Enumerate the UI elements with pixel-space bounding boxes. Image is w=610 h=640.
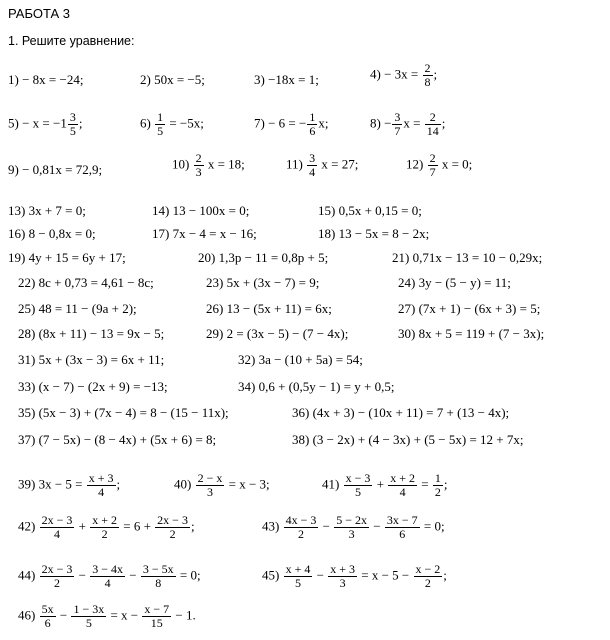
equation-6: [140, 111, 204, 138]
denominator: 3: [339, 576, 346, 590]
equation-4: [370, 62, 437, 89]
equation-7-lhs: 7) − 6 = −: [254, 115, 307, 131]
equation-28: 28) (8x + 11) − 13 = 9x − 5;: [18, 326, 165, 341]
equation-2: 2) 50x = −5;: [140, 72, 205, 87]
denominator: 4: [53, 527, 60, 541]
equation-41-op: +: [376, 476, 384, 492]
equation-10-fraction: [194, 152, 204, 179]
denominator: 7: [394, 124, 401, 138]
denominator: 6: [399, 527, 406, 541]
equation-44-rhs: = 0;: [179, 567, 201, 583]
equation-10-num: 10): [172, 156, 190, 172]
denominator: 3: [195, 165, 202, 179]
numerator: x + 4: [285, 562, 311, 576]
numerator: 2: [429, 151, 436, 165]
equation-8-end: ;: [441, 115, 446, 131]
equation-44: [18, 563, 201, 590]
equation-18: 18) 13 − 5x = 8 − 2x;: [318, 226, 430, 241]
equation-43-fraction-2: [334, 514, 369, 541]
numerator: 2: [425, 111, 441, 125]
equation-22: 22) 8c + 0,73 = 4,61 − 8c;: [18, 275, 154, 290]
denominator: 5: [85, 616, 92, 630]
equation-45-fraction-3: [414, 563, 443, 590]
equation-25: 25) 48 = 11 − (9a + 2);: [18, 301, 137, 316]
numerator: 2x − 3: [41, 513, 73, 527]
equation-41-eq: =: [421, 476, 429, 492]
denominator: 4: [104, 576, 111, 590]
numerator: x − 7: [144, 602, 170, 616]
equation-42-eq: = 6 +: [123, 518, 151, 534]
equation-44-fraction-2: [90, 563, 125, 590]
equation-33: 33) (x − 7) − (2x + 9) = −13;: [18, 379, 168, 394]
denominator: 2: [169, 527, 176, 541]
denominator: 2: [53, 576, 60, 590]
denominator: 5: [354, 485, 361, 499]
denominator: 3: [348, 527, 355, 541]
equation-40-fraction: [196, 472, 225, 499]
equation-46-eq: = x −: [110, 607, 139, 623]
equation-14: 14) 13 − 100x = 0;: [152, 203, 250, 218]
equation-41: [322, 472, 447, 499]
equation-24: 24) 3y − (5 − y) = 11;: [398, 275, 511, 290]
numerator: 4x − 3: [285, 513, 317, 527]
equation-46-end: − 1.: [175, 607, 196, 623]
equation-45-num: 45): [262, 567, 280, 583]
numerator: x + 3: [330, 562, 355, 576]
denominator: 2: [101, 527, 108, 541]
equation-4-lhs: 4) − 3x =: [370, 66, 419, 82]
equation-46-num: 46): [18, 607, 36, 623]
equation-43: [262, 514, 445, 541]
equation-5: [8, 111, 82, 138]
equation-41-end: ;: [443, 476, 448, 492]
equation-23: 23) 5x + (3x − 7) = 9;: [206, 275, 320, 290]
equation-44-op-2: −: [129, 567, 137, 583]
equation-44-num: 44): [18, 567, 36, 583]
equation-17: 17) 7x − 4 = x − 16;: [152, 226, 257, 241]
task-heading: 1. Решите уравнение:: [8, 34, 135, 48]
equation-34: 34) 0,6 + (0,5y − 1) = y + 0,5;: [238, 379, 395, 394]
equation-45-op: −: [316, 567, 324, 583]
numerator: 5 − 2x: [336, 513, 367, 527]
denominator: 2: [434, 485, 441, 499]
equation-6-fraction: [155, 111, 165, 138]
equation-8-fraction-1: [392, 111, 402, 138]
numerator: 3 − 4x: [92, 562, 123, 576]
equation-46-fraction-3: [142, 603, 171, 630]
numerator: 3 − 5x: [142, 562, 174, 576]
equation-4-fraction: [423, 62, 433, 89]
denominator: 3: [206, 485, 213, 499]
denominator: 5: [157, 124, 164, 138]
equation-44-fraction-1: [40, 563, 75, 590]
equation-29: 29) 2 = (3x − 5) − (7 − 4x);: [206, 326, 349, 341]
numerator: 3: [309, 151, 316, 165]
equation-39-fraction: [87, 472, 116, 499]
equation-42-fraction-2: [90, 514, 119, 541]
numerator: 2 − x: [197, 471, 223, 485]
numerator: 2x − 3: [41, 562, 73, 576]
denominator: 2: [424, 576, 431, 590]
equation-42-fraction-3: [155, 514, 190, 541]
denominator: 6: [309, 124, 316, 138]
denominator: 15: [150, 616, 163, 630]
equation-45-fraction-2: [328, 563, 357, 590]
equation-6-rhs: = −5x;: [169, 115, 204, 131]
equation-5-lhs: 5) − x = −1: [8, 115, 67, 131]
equation-10-rhs: x = 18;: [207, 156, 245, 172]
equation-1: 1) − 8x = −24;: [8, 72, 84, 87]
equation-46-fraction-2: [71, 603, 106, 630]
equation-39: [18, 472, 120, 499]
equation-8-fraction-2: [425, 111, 441, 138]
equation-3: 3) −18x = 1;: [254, 72, 319, 87]
equation-42-num: 42): [18, 518, 36, 534]
denominator: 7: [429, 165, 436, 179]
equation-41-fraction-1: [344, 472, 373, 499]
equation-45-end: ;: [443, 567, 447, 583]
equation-40-num: 40): [174, 476, 192, 492]
equation-13: 13) 3x + 7 = 0;: [8, 203, 86, 218]
equation-10: [172, 152, 245, 179]
denominator: 14: [426, 124, 439, 138]
equation-46-fraction-1: [40, 603, 56, 630]
denominator: 2: [297, 527, 304, 541]
equation-36: 36) (4x + 3) − (10x + 11) = 7 + (13 − 4x);: [292, 405, 510, 420]
equation-43-op-2: −: [373, 518, 381, 534]
numerator: 2: [195, 151, 202, 165]
equation-37: 37) (7 − 5x) − (8 − 4x) + (5x + 6) = 8;: [18, 432, 217, 447]
equation-42: [18, 514, 195, 541]
denominator: 6: [44, 616, 51, 630]
equation-40: [174, 472, 270, 499]
equation-45: [262, 563, 447, 590]
equation-11: [286, 152, 358, 179]
equation-42-op: +: [78, 518, 86, 534]
equation-39-end: ;: [116, 476, 121, 492]
equation-19: 19) 4y + 15 = 6y + 17;: [8, 250, 126, 265]
equation-43-fraction-1: [284, 514, 319, 541]
equation-7: [254, 111, 328, 138]
page-title: РАБОТА 3: [8, 6, 70, 21]
equation-12-fraction: [428, 152, 438, 179]
numerator: 3: [69, 110, 76, 124]
numerator: x + 2: [390, 471, 415, 485]
equation-12-num: 12): [406, 156, 424, 172]
numerator: x − 2: [415, 562, 441, 576]
numerator: 1 − 3x: [73, 602, 105, 616]
equation-45-eq: = x − 5 −: [361, 567, 410, 583]
denominator: 4: [309, 165, 316, 179]
equation-39-lhs: 39) 3x − 5 =: [18, 476, 83, 492]
equation-15: 15) 0,5x + 0,15 = 0;: [318, 203, 422, 218]
equation-40-rhs: = x − 3;: [228, 476, 270, 492]
numerator: 5x: [41, 602, 54, 616]
equation-46-op: −: [59, 607, 68, 623]
denominator: 8: [424, 75, 431, 89]
equation-43-num: 43): [262, 518, 280, 534]
equation-43-rhs: = 0;: [423, 518, 445, 534]
denominator: 5: [69, 124, 76, 138]
equation-27: 27) (7x + 1) − (6x + 3) = 5;: [398, 301, 541, 316]
numerator: 2: [424, 61, 431, 75]
numerator: 3x − 7: [386, 513, 418, 527]
equation-12: [406, 152, 472, 179]
denominator: 4: [98, 485, 105, 499]
denominator: 8: [155, 576, 162, 590]
equation-44-op: −: [78, 567, 86, 583]
numerator: x − 3: [345, 471, 371, 485]
numerator: 1: [434, 471, 441, 485]
numerator: x + 3: [88, 471, 114, 485]
equation-20: 20) 1,3p − 11 = 0,8p + 5;: [198, 250, 329, 265]
equation-43-op: −: [322, 518, 330, 534]
equation-45-fraction-1: [284, 563, 313, 590]
equation-43-fraction-3: [385, 514, 420, 541]
equation-8-num: 8) −: [370, 115, 392, 131]
numerator: 3: [394, 110, 401, 124]
equation-5-fraction: [68, 111, 78, 138]
denominator: 5: [294, 576, 301, 590]
denominator: 4: [399, 485, 406, 499]
equation-9: 9) − 0,81x = 72,9;: [8, 162, 103, 177]
equation-41-num: 41): [322, 476, 340, 492]
equation-11-rhs: x = 27;: [321, 156, 359, 172]
equation-12-rhs: x = 0;: [441, 156, 473, 172]
equation-35: 35) (5x − 3) + (7x − 4) = 8 − (15 − 11x);: [18, 405, 229, 420]
equation-4-end: ;: [433, 66, 438, 82]
equation-38: 38) (3 − 2x) + (4 − 3x) + (5 − 5x) = 12 + 7x;: [292, 432, 524, 447]
equation-7-fraction: [307, 111, 317, 138]
numerator: 2x − 3: [157, 513, 188, 527]
equation-31: 31) 5x + (3x − 3) = 6x + 11;: [18, 352, 165, 367]
equation-7-end: x;: [318, 115, 329, 131]
equation-11-fraction: [307, 152, 317, 179]
equation-41-fraction-3: [433, 472, 443, 499]
numerator: 1: [309, 110, 316, 124]
equation-42-end: ;: [190, 518, 195, 534]
equation-30: 30) 8x + 5 = 119 + (7 − 3x);: [398, 326, 545, 341]
equation-6-num: 6): [140, 115, 151, 131]
equation-21: 21) 0,71x − 13 = 10 − 0,29x;: [392, 250, 543, 265]
equation-41-fraction-2: [388, 472, 417, 499]
equation-26: 26) 13 − (5x + 11) = 6x;: [206, 301, 332, 316]
numerator: x + 2: [92, 513, 117, 527]
equation-44-fraction-3: [141, 563, 176, 590]
equation-11-num: 11): [286, 156, 303, 172]
equation-46: [18, 603, 196, 630]
equation-42-fraction-1: [40, 514, 75, 541]
equation-8: [370, 111, 445, 138]
equation-8-mid: x =: [403, 115, 421, 131]
equation-5-end: ;: [78, 115, 83, 131]
equation-32: 32) 3a − (10 + 5a) = 54;: [238, 352, 363, 367]
numerator: 1: [157, 110, 164, 124]
equation-16: 16) 8 − 0,8x = 0;: [8, 226, 96, 241]
